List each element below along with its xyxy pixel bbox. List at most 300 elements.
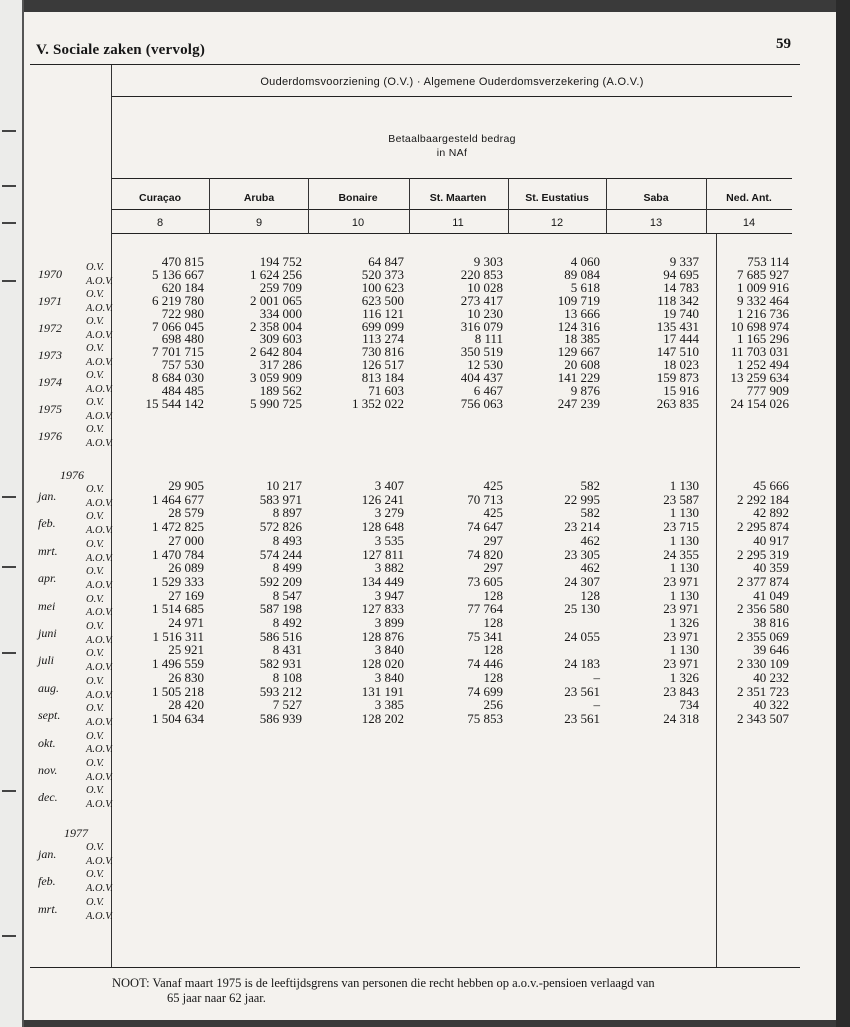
column-header: St. Maarten: [429, 192, 487, 204]
column-number: 8: [156, 217, 164, 229]
table-cell: 3 385: [374, 697, 404, 713]
table-cell: 135 431: [656, 318, 699, 334]
row-type-label: O.V.: [86, 370, 104, 381]
row-type-label: O.V.: [86, 262, 104, 273]
table-cell: 698 480: [161, 331, 204, 347]
table-cell: 126 241: [361, 491, 404, 507]
table-cell: 73 605: [467, 573, 503, 589]
table-cell: 20 608: [564, 357, 600, 373]
table-cell: 699 099: [361, 318, 404, 334]
table-cell: –: [593, 669, 600, 685]
table-cell: 9 332 464: [737, 292, 789, 308]
table-cell: 1 505 218: [152, 683, 204, 699]
table-cell: 128: [483, 669, 503, 685]
page-edge-shadow: [836, 0, 850, 1027]
table-cell: 40 359: [753, 560, 789, 576]
year-label: 1971: [38, 294, 62, 308]
table-cell: 28 579: [168, 505, 204, 521]
table-cell: 74 820: [467, 546, 503, 562]
table-cell: 15 916: [663, 383, 699, 398]
table-cell: 1 472 825: [152, 519, 204, 535]
table-cell: 23 561: [564, 710, 600, 726]
edge-mark: [2, 185, 16, 187]
table-cell: 1 130: [669, 560, 699, 576]
note-text-continued: 65 jaar naar 62 jaar.: [167, 991, 266, 1005]
table-cell: 1 470 784: [152, 546, 204, 562]
table-cell: 592 209: [259, 573, 302, 589]
row-type-label: A.O.V.: [86, 910, 113, 922]
row-type-label: A.O.V.: [86, 437, 113, 449]
table-cell: 7 527: [272, 697, 302, 713]
table-cell: 127 833: [361, 601, 404, 617]
sub-header-line: Betaalbaargesteld bedrag: [388, 133, 516, 145]
table-cell: 220 853: [460, 266, 503, 282]
row-type-label: A.O.V.: [86, 302, 113, 314]
table-cell: 586 939: [259, 710, 302, 726]
table-cell: 5 990 725: [250, 395, 302, 411]
row-type-label: A.O.V.: [86, 799, 113, 811]
table-cell: 10 217: [266, 478, 302, 493]
year-label: 1976: [60, 468, 84, 482]
table-cell: 74 699: [467, 683, 503, 699]
row-type-label: O.V.: [86, 675, 104, 687]
table-cell: 1 352 022: [352, 395, 404, 411]
table-cell: 3 279: [374, 505, 404, 521]
column-number: 13: [649, 217, 663, 229]
row-type-label: A.O.V.: [86, 525, 113, 537]
row-type-label: A.O.V.: [86, 744, 113, 756]
row-type-label: A.O.V.: [86, 634, 113, 646]
table-cell: 128 876: [361, 628, 404, 644]
table-cell: 7 066 045: [152, 318, 204, 334]
table-cell: 1 504 634: [152, 710, 204, 726]
table-cell: 129 667: [557, 344, 600, 360]
table-cell: 2 351 723: [737, 683, 789, 699]
table-cell: 582: [580, 478, 600, 493]
row-type-label: O.V.: [86, 703, 104, 715]
table-cell: 3 535: [374, 532, 404, 548]
month-label: jan.: [38, 489, 57, 503]
month-label: mei: [38, 598, 56, 613]
table-cell: 757 530: [161, 357, 204, 373]
row-type-label: A.O.V.: [86, 689, 113, 701]
table-cell: 23 971: [663, 601, 699, 617]
table-cell: 8 897: [272, 505, 302, 521]
table-cell: 1 514 685: [152, 601, 204, 617]
table-cell: 730 816: [361, 344, 404, 360]
table-cell: 484 485: [161, 383, 204, 398]
year-label: 1972: [38, 321, 62, 335]
table-cell: 1 130: [669, 505, 699, 521]
column-number: 9: [255, 217, 263, 229]
row-type-label: O.V.: [86, 397, 104, 408]
row-type-label: A.O.V.: [86, 579, 113, 591]
table-cell: 259 709: [259, 279, 302, 295]
table-sub-header: [112, 132, 792, 160]
table-cell: 316 079: [460, 318, 503, 334]
table-cell: 623 500: [361, 292, 404, 308]
year-label: 1970: [38, 267, 62, 281]
row-type-label: O.V.: [86, 785, 104, 797]
column-header: St. Eustatius: [525, 192, 589, 204]
table-cell: 14 783: [663, 279, 699, 295]
row-type-label: A.O.V.: [86, 883, 113, 895]
table-cell: 42 892: [753, 505, 789, 521]
month-label: mrt.: [38, 901, 58, 916]
table-cell: 64 847: [368, 254, 404, 269]
table-cell: 8 499: [272, 560, 302, 576]
table-cell: 425: [483, 478, 503, 493]
row-type-label: O.V.: [86, 484, 104, 495]
row-type-label: O.V.: [86, 842, 104, 853]
edge-mark: [2, 652, 16, 654]
header-rule: [112, 96, 792, 97]
column-header: Bonaire: [338, 192, 378, 204]
table-cell: 128: [483, 615, 503, 630]
table-cell: 2 292 184: [737, 491, 789, 507]
table-cell: 10 230: [467, 305, 503, 321]
table-cell: 256: [483, 697, 503, 713]
table-cell: 582 931: [259, 656, 302, 672]
edge-mark: [2, 496, 16, 498]
table-cell: 22 995: [564, 491, 600, 507]
table-cell: 722 980: [161, 305, 204, 321]
table-cell: 777 909: [746, 383, 789, 398]
table-cell: 25 130: [564, 601, 600, 617]
table-cell: 23 561: [564, 683, 600, 699]
section-title: V. Sociale zaken (vervolg): [36, 42, 206, 58]
table-cell: 24 355: [663, 546, 699, 562]
note-text: Vanaf maart 1975 is de leeftijdsgrens van personen die recht hebben op a.o.v.-pensioen verlaagd van: [152, 976, 655, 990]
row-type-label: A.O.V.: [86, 410, 113, 422]
row-type-label: O.V.: [86, 538, 104, 550]
table-cell: 2 295 319: [737, 546, 789, 562]
table-cell: 113 274: [362, 331, 404, 347]
binding-edge: [0, 0, 24, 1027]
row-type-label: O.V.: [86, 869, 104, 881]
table-cell: 425: [483, 505, 503, 521]
row-type-label: A.O.V.: [86, 383, 113, 395]
table-cell: 1 216 736: [737, 305, 789, 321]
column-header: Curaçao: [138, 192, 181, 204]
table-cell: 24 971: [168, 615, 204, 630]
table-cell: 75 853: [467, 710, 503, 726]
column-number: 11: [452, 217, 464, 229]
table-cell: 1 516 311: [152, 628, 204, 644]
table-cell: 3 882: [374, 560, 404, 576]
month-label: mrt.: [38, 543, 58, 558]
table-cell: 23 971: [663, 628, 699, 644]
row-type-label: O.V.: [86, 511, 104, 523]
table-cell: 128 020: [361, 656, 404, 672]
table-cell: 39 646: [753, 642, 789, 658]
table-cell: 8 431: [272, 642, 302, 658]
table-cell: 2 377 874: [737, 573, 789, 589]
table-cell: 71 603: [368, 383, 404, 398]
edge-mark: [2, 280, 16, 282]
row-type-label: O.V.: [86, 730, 104, 742]
table-cell: 109 719: [557, 292, 600, 308]
table-cell: 273 417: [460, 292, 503, 308]
table-cell: 26 830: [168, 669, 204, 685]
table-cell: 147 510: [656, 344, 699, 360]
table-cell: 159 873: [656, 370, 699, 386]
table-cell: 27 000: [168, 532, 204, 548]
table-cell: 18 385: [564, 331, 600, 347]
table-cell: 3 840: [374, 642, 404, 658]
table-cell: 583 971: [259, 491, 302, 507]
table-cell: 2 358 004: [250, 318, 302, 334]
table-cell: 128: [483, 642, 503, 658]
table-cell: 734: [679, 697, 699, 713]
table-cell: 5 618: [570, 279, 600, 295]
row-type-label: A.O.V.: [86, 607, 113, 619]
table-cell: 620 184: [161, 279, 204, 295]
table-cell: 1 464 677: [152, 491, 204, 507]
row-type-label: A.O.V.: [86, 497, 113, 509]
table-cell: 24 055: [564, 628, 600, 644]
table-cell: 7 685 927: [737, 266, 789, 282]
table-cell: 23 214: [564, 519, 600, 535]
table-cell: 75 341: [467, 628, 503, 644]
table-cell: 13 259 634: [730, 370, 789, 386]
table-cell: 10 698 974: [730, 318, 789, 334]
table-cell: 462: [580, 532, 600, 548]
table-cell: 10 028: [467, 279, 503, 295]
column-number: 14: [742, 217, 756, 229]
table-cell: 3 840: [374, 669, 404, 685]
table-cell: 89 084: [564, 266, 600, 282]
year-label: 1976: [38, 429, 62, 443]
table-cell: 470 815: [161, 254, 204, 269]
table-cell: 1 326: [669, 615, 699, 630]
table-cell: 194 752: [259, 254, 302, 269]
table-cell: 26 089: [168, 560, 204, 576]
table-cell: 297: [483, 532, 503, 548]
table-cell: 11 703 031: [730, 344, 789, 360]
row-type-label: A.O.V.: [86, 662, 113, 674]
column-header: Aruba: [243, 192, 275, 204]
month-label: juni: [38, 626, 57, 640]
table-cell: 24 318: [663, 710, 699, 726]
table-cell: 1 009 916: [737, 279, 789, 295]
row-type-label: O.V.: [86, 343, 104, 354]
table-cell: 23 843: [663, 683, 699, 699]
table-cell: 24 307: [564, 573, 600, 589]
table-cell: 23 305: [564, 546, 600, 562]
table-cell: 520 373: [361, 266, 404, 282]
table-cell: 8 492: [272, 615, 302, 630]
table-cell: 1 130: [669, 478, 699, 493]
table-cell: 6 467: [473, 383, 503, 398]
table-cell: 38 816: [753, 615, 789, 630]
table-cell: 8 684 030: [152, 370, 204, 386]
table-cell: 127 811: [362, 546, 404, 562]
month-label: feb.: [38, 874, 56, 889]
table-cell: 3 059 909: [250, 370, 302, 386]
row-type-label: O.V.: [86, 758, 104, 769]
row-type-label: O.V.: [86, 316, 104, 327]
table-cell: 15 544 142: [145, 395, 204, 411]
table-cell: 24 183: [564, 656, 600, 672]
row-type-label: A.O.V.: [86, 356, 113, 368]
footnote: [112, 976, 655, 1006]
table-cell: 23 587: [663, 491, 699, 507]
table-cell: 74 647: [467, 519, 503, 535]
table-cell: 2 330 109: [737, 656, 789, 672]
table-bottom-rule: [30, 967, 800, 968]
month-label: aug.: [38, 680, 59, 695]
column-header: Ned. Ant.: [726, 192, 772, 204]
table-cell: 404 437: [460, 370, 503, 386]
year-label: 1977: [64, 826, 88, 840]
month-label: juli: [38, 653, 55, 668]
table-cell: 27 169: [168, 587, 204, 603]
edge-mark: [2, 566, 16, 568]
table-cell: 17 444: [663, 331, 699, 347]
column-number: 10: [351, 217, 365, 229]
month-label: sept.: [38, 708, 61, 723]
table-cell: 1 529 333: [152, 573, 204, 589]
row-type-label: A.O.V.: [86, 275, 113, 287]
table-cell: 25 921: [168, 642, 204, 658]
table-cell: 29 905: [168, 478, 204, 493]
row-type-label: A.O.V.: [86, 855, 113, 867]
row-type-label: A.O.V.: [86, 716, 113, 728]
table-cell: 19 740: [663, 305, 699, 321]
edge-mark: [2, 130, 16, 132]
month-label: jan.: [38, 847, 57, 861]
sub-header-line: in NAf: [436, 147, 468, 159]
page-number: 59: [776, 36, 791, 52]
table-cell: 141 229: [557, 370, 600, 386]
table-cell: 45 666: [753, 478, 789, 493]
table-cell: 189 562: [259, 383, 302, 398]
column-header: Saba: [643, 192, 669, 204]
table-cell: 1 326: [669, 669, 699, 685]
row-type-label: O.V.: [86, 621, 104, 632]
table-cell: 587 198: [259, 601, 302, 617]
table-cell: 131 191: [361, 683, 404, 699]
year-label: 1975: [38, 402, 62, 416]
table-cell: 3 947: [374, 587, 404, 603]
table-cell: 350 519: [460, 344, 503, 360]
table-cell: 116 121: [362, 305, 404, 321]
table-cell: 5 136 667: [152, 266, 204, 282]
table-cell: 126 517: [361, 357, 404, 373]
table-cell: 297: [483, 560, 503, 576]
edge-mark: [2, 790, 16, 792]
table-cell: 813 184: [361, 370, 404, 386]
table-cell: 128 202: [361, 710, 404, 726]
table-cell: 2 295 874: [737, 519, 789, 535]
row-type-label: O.V.: [86, 424, 104, 435]
table-cell: 8 493: [272, 532, 302, 548]
table-cell: 753 114: [747, 254, 789, 269]
table-cell: 1 130: [669, 587, 699, 603]
table-cell: 6 219 780: [152, 292, 204, 308]
month-label: apr.: [38, 571, 57, 586]
row-type-label: O.V.: [86, 566, 104, 578]
table-cell: 134 449: [361, 573, 404, 589]
row-type-label: O.V.: [86, 593, 104, 605]
table-cell: 70 713: [467, 491, 503, 507]
table-cell: 8 108: [272, 669, 302, 685]
table-cell: 94 695: [663, 266, 699, 282]
table-cell: 128: [483, 587, 503, 603]
note-label: NOOT:: [112, 976, 150, 990]
year-label: 1973: [38, 348, 62, 362]
table-cell: 572 826: [259, 519, 302, 535]
table-cell: 9 337: [669, 254, 699, 269]
table-cell: 8 111: [474, 331, 503, 347]
table-cell: 77 764: [467, 601, 503, 617]
row-type-label: A.O.V.: [86, 771, 113, 783]
year-label: 1974: [38, 375, 62, 389]
table-cell: 334 000: [259, 305, 302, 321]
table-cell: 74 446: [467, 656, 503, 672]
table-cell: 8 547: [272, 587, 302, 603]
table-cell: 40 232: [753, 669, 789, 685]
table-cell: 9 876: [570, 383, 600, 398]
table-top-rule: [30, 64, 800, 65]
table-cell: 40 322: [753, 697, 789, 713]
subheader-rule: [112, 178, 792, 179]
table-cell: 3 407: [374, 478, 404, 493]
table-cell: 41 049: [753, 587, 789, 603]
table-cell: 18 023: [663, 357, 699, 373]
table-cell: 2 001 065: [250, 292, 302, 308]
table-cell: 28 420: [168, 697, 204, 713]
colnum-rule: [112, 233, 792, 234]
row-type-label: O.V.: [86, 289, 104, 300]
table-cell: 2 343 507: [737, 710, 789, 726]
row-type-label: A.O.V.: [86, 329, 113, 341]
table-main-header: Ouderdomsvoorziening (O.V.) · Algemene Ouderdomsverzekering (A.O.V.): [260, 76, 644, 88]
table-cell: 24 154 026: [730, 395, 789, 411]
edge-mark: [2, 935, 16, 937]
month-label: okt.: [38, 735, 56, 750]
table-cell: 317 286: [259, 357, 302, 373]
table-cell: 40 917: [753, 532, 789, 548]
table-cell: 756 063: [460, 395, 503, 411]
table-cell: 462: [580, 560, 600, 576]
table-cell: 118 342: [657, 292, 699, 308]
table-cell: 128 648: [361, 519, 404, 535]
table-cell: 2 355 069: [737, 628, 789, 644]
table-cell: 1 624 256: [250, 266, 302, 282]
colhead-rule: [112, 209, 792, 210]
table-cell: 247 239: [557, 395, 600, 411]
month-label: nov.: [38, 763, 58, 777]
table-cell: 582: [580, 505, 600, 521]
month-label: dec.: [38, 790, 58, 805]
column-number: 12: [550, 217, 564, 229]
table-cell: –: [593, 697, 600, 713]
table-cell: 1 130: [669, 642, 699, 658]
month-label: feb.: [38, 516, 56, 531]
table-cell: 1 130: [669, 532, 699, 548]
table-cell: 1 165 296: [737, 331, 789, 347]
table-cell: 9 303: [473, 254, 503, 269]
table-cell: 309 603: [259, 331, 302, 347]
table-cell: 100 623: [361, 279, 404, 295]
table-cell: 586 516: [259, 628, 302, 644]
table-cell: 2 642 804: [250, 344, 302, 360]
table-cell: 13 666: [564, 305, 600, 321]
table-cell: 3 899: [374, 615, 404, 630]
table-cell: 124 316: [557, 318, 600, 334]
